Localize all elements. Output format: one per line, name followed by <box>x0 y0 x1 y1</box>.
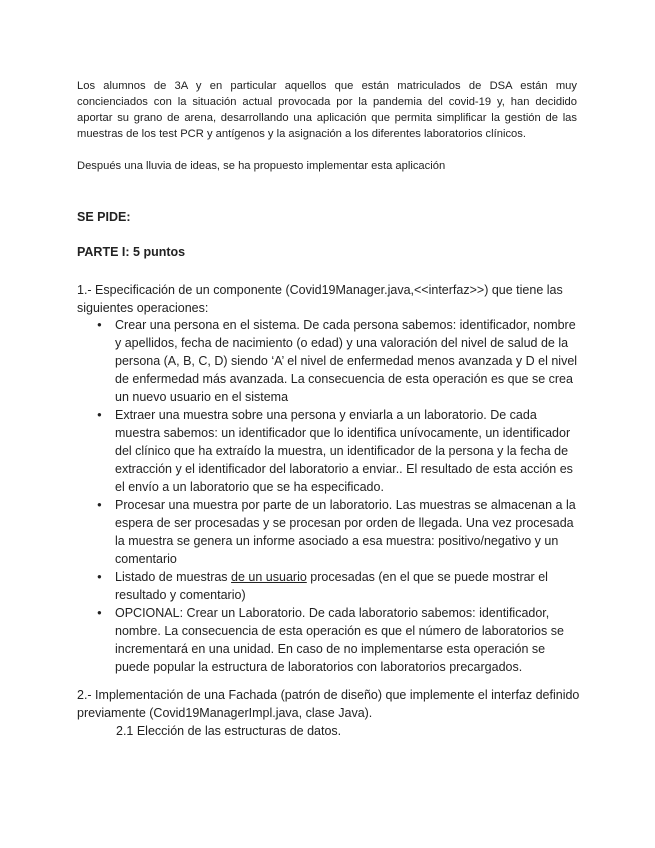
item-1-text: 1.- Especificación de un componente (Covid19Manager.java,<<interfaz>>) que tiene las siguientes operaciones: <box>77 283 563 315</box>
list-item: ● Crear una persona en el sistema. De cada persona sabemos: identificador, nombre y apellidos, fecha de nacimiento (o edad) y una valoración del nivel de salud de la persona (A, B, C, D) siendo ‘A’ el nivel de enfermedad menos avanzada y D el nivel de enfermedad más avanzada. La consecuencia de esta operación es que se crea un nuevo usuario en el sistema <box>77 316 582 406</box>
se-pide-heading: SE PIDE: <box>77 210 131 224</box>
list-item <box>77 568 582 604</box>
list-item-text: procesadas (en el que se puede mostrar el resultado y comentario) <box>115 570 548 602</box>
operations-list <box>77 316 582 676</box>
item-2-text: 2.- Implementación de una Fachada (patrón de diseño) que implemente el interfaz definido previamente (Covid19ManagerImpl.java, clase Java). <box>77 688 580 720</box>
list-item: ● Extraer una muestra sobre una persona y enviarla a un laboratorio. De cada muestra sabemos: un identificador que lo identifica unívocamente, un identificador del clínico que ha extraído la muestra, un identificador de la persona y la fecha de extracción y el identificador del laboratorio a enviar.. El resultado de esta acción es el envío a un laboratorio que se ha especificado. <box>77 406 582 496</box>
list-item: ● OPCIONAL: Crear un Laboratorio. De cada laboratorio sabemos: identificador, nombre. La consecuencia de esta operación es que el número de laboratorios se incrementará en una unidad. En caso de no implementarse esta operación se puede popular la estructura de laboratorios con laboratorios precargados. <box>77 604 582 676</box>
intro-paragraph-2: Después una lluvia de ideas, se ha propuesto implementar esta aplicación <box>77 160 446 172</box>
list-item-text: Listado de muestras <box>115 570 232 584</box>
underlined-phrase: de un usuario <box>231 570 307 584</box>
parte-heading: PARTE I: 5 puntos <box>77 245 186 259</box>
item-2-1-text: 2.1 Elección de las estructuras de datos. <box>116 724 342 738</box>
intro-paragraph: Los alumnos de 3A y en particular aquellos que están matriculados de DSA están muy concienciados con la situación actual provocada por la pandemia del covid-19 y, han decidido aportar su grano de arena, desarrollando una aplicación que permita simplificar la gestión de las muestras de los test PCR y antígenos y la asignación a los diferentes laboratorios clínicos. <box>77 80 577 140</box>
list-item: ● Procesar una muestra por parte de un laboratorio. Las muestras se almacenan a la espera de ser procesadas y se procesan por orden de llegada. Una vez procesada la muestra se genera un informe asociado a esa muestra: positivo/negativo y un comentario <box>77 496 582 568</box>
